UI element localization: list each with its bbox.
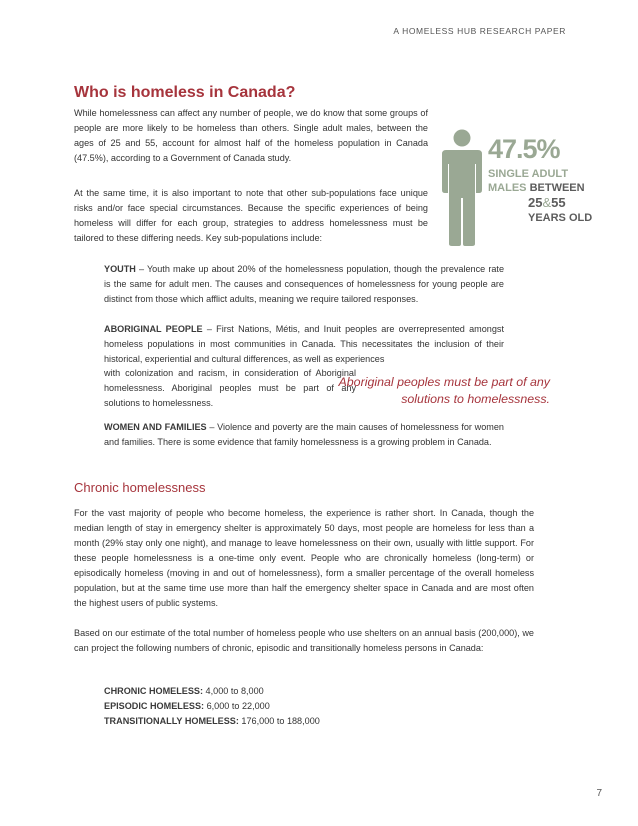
- statistic-callout: [440, 128, 593, 246]
- stat-between: BETWEEN: [529, 182, 585, 194]
- pull-quote: Aboriginal peoples must be part of any solutions to homelessness.: [338, 375, 550, 406]
- subpop-text: – Violence and poverty are the main causes of homelessness for women and families. There is some evidence that family homelessness is a growing problem in Canada.: [104, 422, 504, 447]
- intro-paragraph: While homelessness can affect any number of people, we do know that some groups of people are more likely to be homeless than others. Single adult males, between the ages of 25 and 55, account for almost half of the homeless population in Canada (47.5%), according to a Government of Canada study.: [74, 108, 428, 163]
- stat-line-years-old: YEARS OLD: [528, 212, 593, 224]
- count-label: CHRONIC HOMELESS:: [104, 686, 204, 696]
- page-number: 7: [596, 788, 602, 799]
- subpop-aboriginal-continued: with colonization and racism, in consideration of Aboriginal homelessness. Aboriginal peoples must be part of any solutions to homelessness.: [104, 368, 356, 408]
- stat-line-age-range: [528, 195, 566, 210]
- person-icon: [440, 128, 484, 246]
- stat-line-males: [488, 182, 585, 194]
- subpop-aboriginal: [104, 322, 504, 367]
- count-value: 4,000 to 8,000: [203, 686, 264, 696]
- subpop-youth: [104, 262, 504, 307]
- subpop-label: ABORIGINAL PEOPLE: [104, 324, 203, 334]
- count-value: 176,000 to 188,000: [238, 716, 320, 726]
- count-row: [104, 699, 320, 714]
- subpop-label: WOMEN AND FAMILIES: [104, 422, 207, 432]
- stat-males: MALES: [488, 182, 527, 194]
- stat-line-single-adult: SINGLE ADULT: [488, 168, 569, 180]
- stat-age-low: 25: [528, 195, 543, 210]
- subpop-text: – First Nations, Métis, and Inuit peoples are overrepresented amongst homeless populations in most communities in Canada. This necessitates the inclusion of their historical, experiential and cultural differences, as well as experiences: [104, 324, 504, 364]
- subpop-women-families: [104, 420, 504, 450]
- count-value: 6,000 to 22,000: [204, 701, 270, 711]
- count-label: TRANSITIONALLY HOMELESS:: [104, 716, 239, 726]
- chronic-title: Chronic homelessness: [74, 480, 206, 495]
- count-row: [104, 684, 320, 699]
- count-row: [104, 714, 320, 729]
- estimate-paragraph: Based on our estimate of the total number of homeless people who use shelters on an annual basis (200,000), we can project the following numbers of chronic, episodic and transitionally homeless persons in Canada:: [74, 628, 534, 653]
- chronic-paragraph: For the vast majority of people who become homeless, the experience is rather short. In Canada, though the median length of stay in emergency shelter is approximately 50 days, most people are homeless for less than a month (29% stay only one night), and manage to leave homelessness on their own, usually with little support. For these people homelessness is a one-time only event. People who are chronically homeless (long-term) or episodically homeless (moving in and out of homelessness), form a smaller percentage of the overall homeless population, but at the same time use more than half the emergency shelter space in Canada and are most often the highest users of public systems.: [74, 508, 534, 608]
- subpopulations-intro-paragraph: At the same time, it is also important to note that other sub-populations face unique risks and/or face special circumstances. Because the specific experiences of being homeless will differ for each group, strategies to address homelessness must be tailored to these differing needs. Key sub-populations include:: [74, 188, 428, 243]
- stat-ampersand: &: [542, 195, 552, 210]
- stat-percent: 47.5%: [488, 134, 560, 164]
- stat-age-high: 55: [551, 195, 566, 210]
- subpop-text: – Youth make up about 20% of the homelessness population, though the prevalence rate is the same for adult men. The causes and consequences of homelessness for young people are distinct from those which afflict adults, meaning we require tailored responses.: [104, 264, 504, 304]
- count-label: EPISODIC HOMELESS:: [104, 701, 205, 711]
- homeless-counts: [104, 684, 320, 729]
- section-title: Who is homeless in Canada?: [74, 84, 296, 101]
- subpop-label: YOUTH: [104, 264, 136, 274]
- running-header: A HOMELESS HUB RESEARCH PAPER: [393, 26, 566, 36]
